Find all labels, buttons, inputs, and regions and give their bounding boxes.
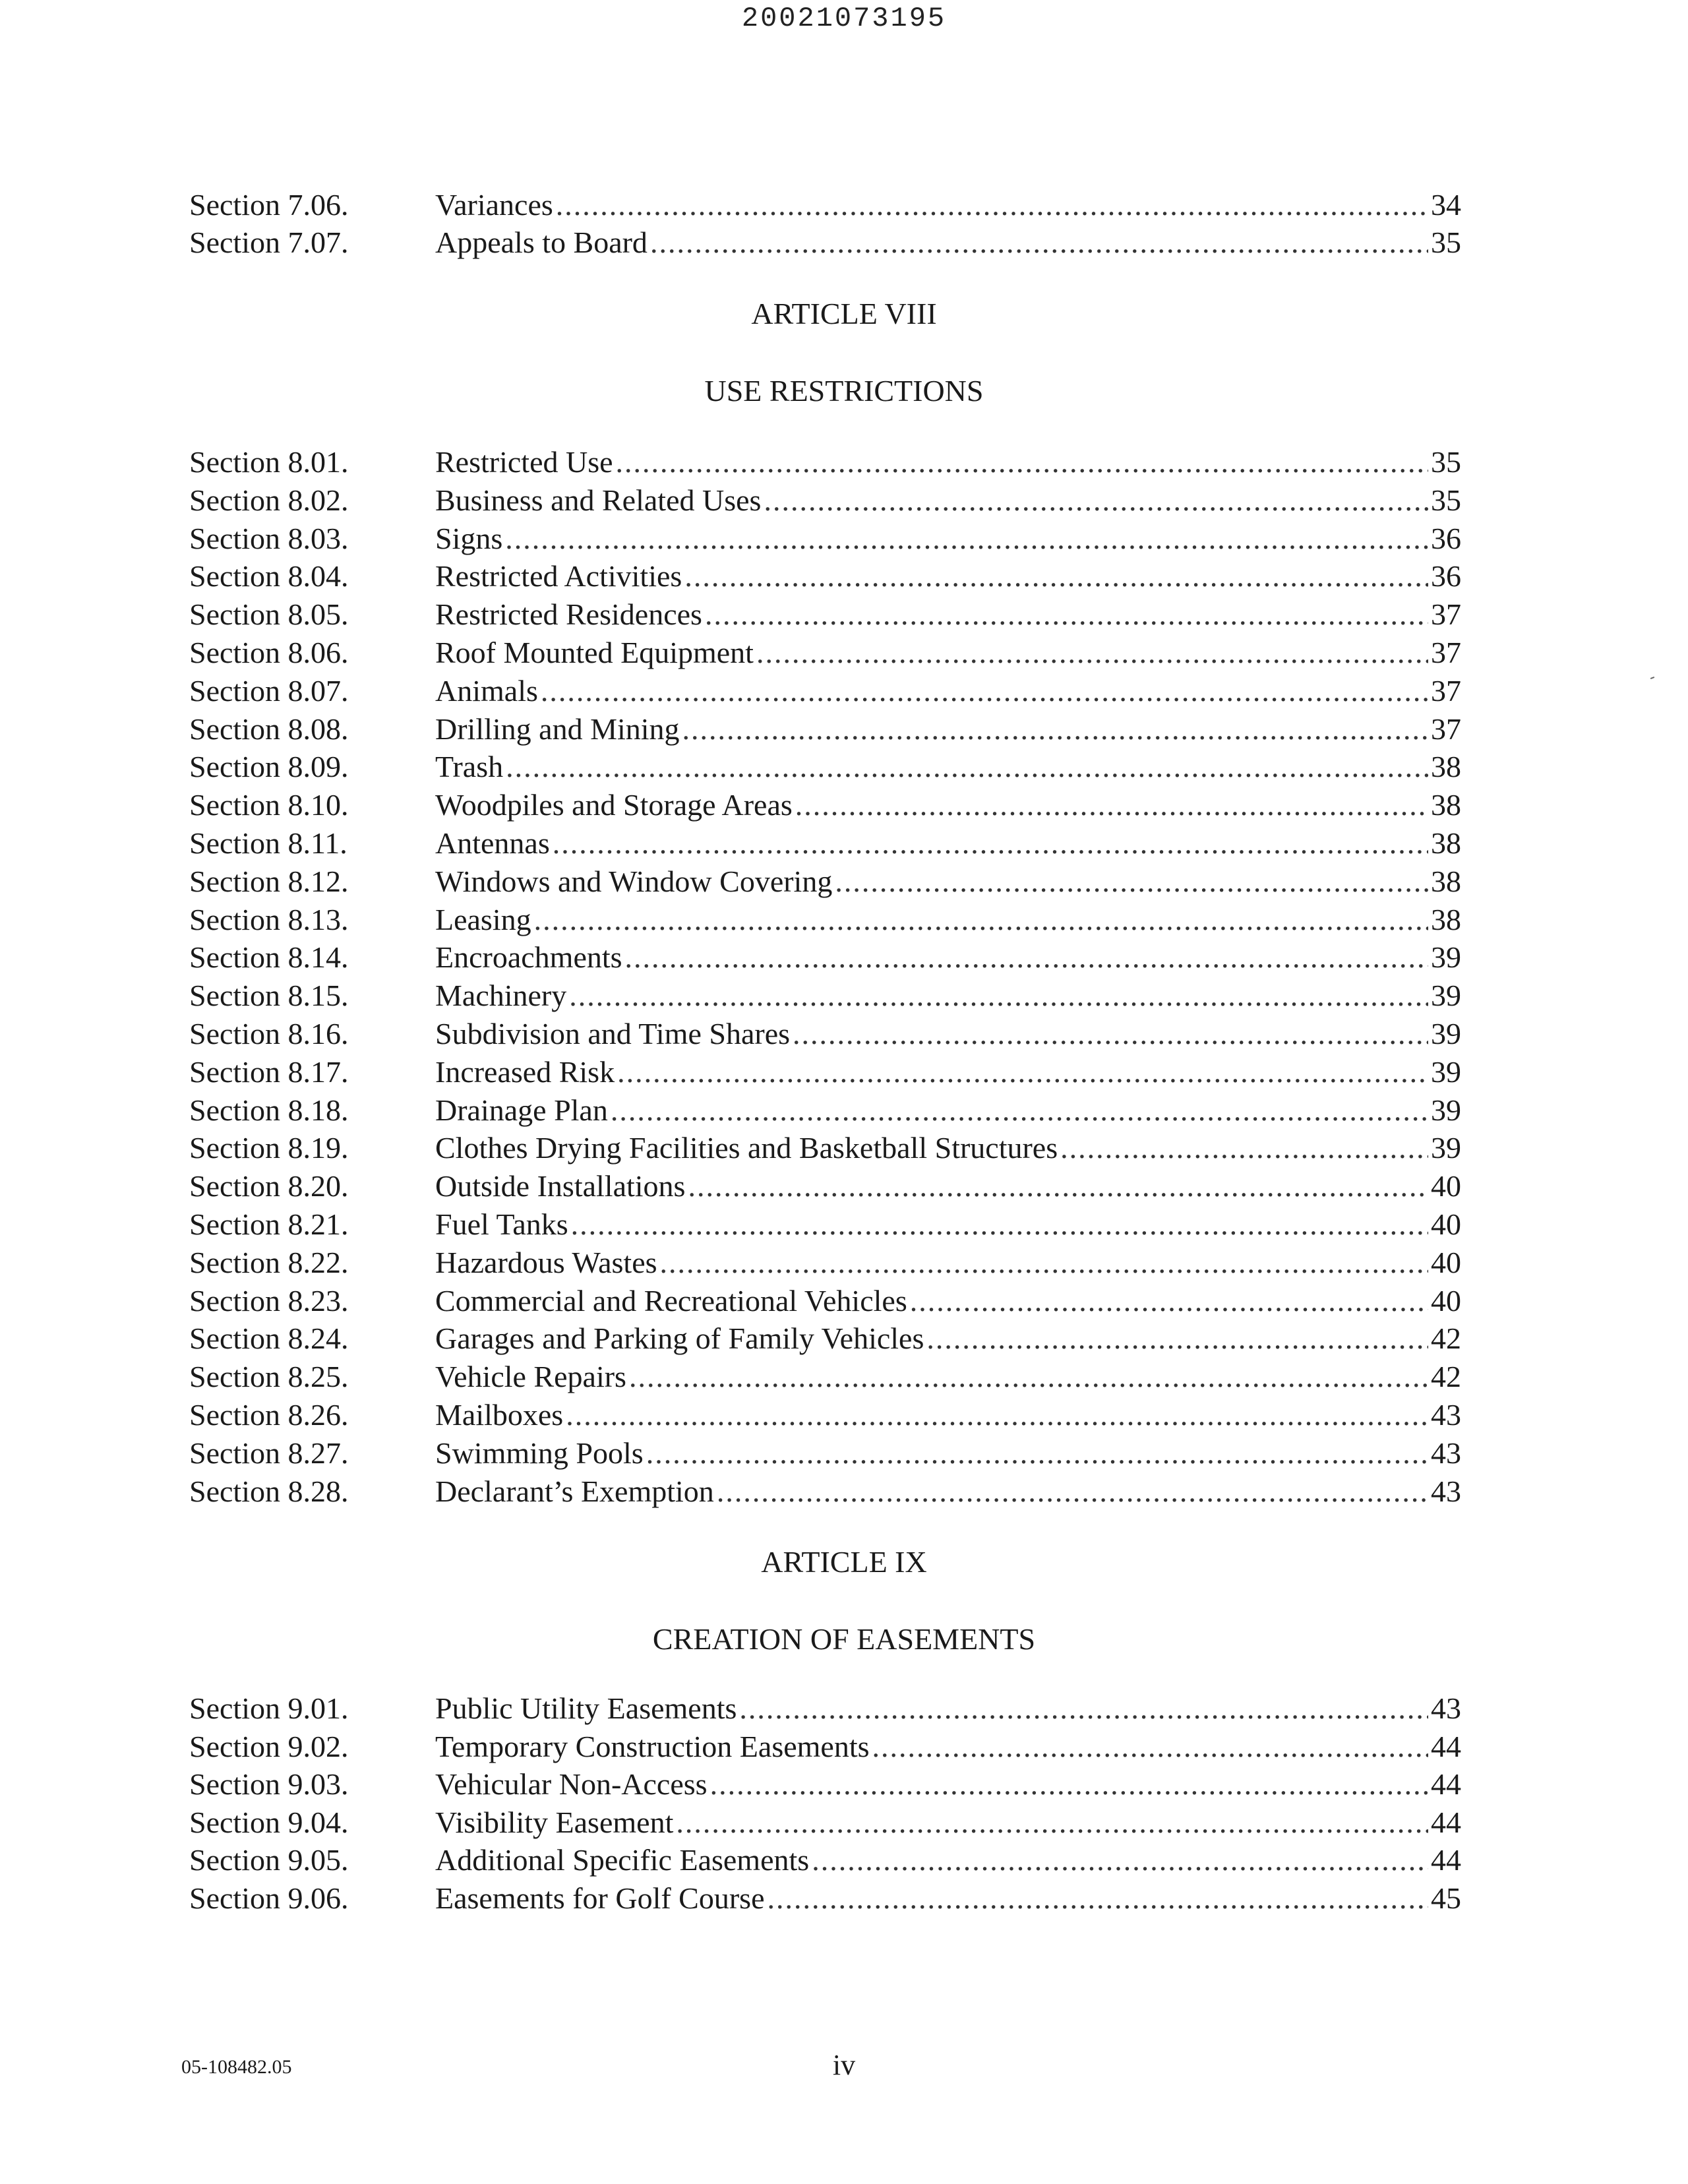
toc-entry bbox=[435, 901, 1461, 939]
toc-leader-dots bbox=[566, 1396, 1428, 1434]
toc-row bbox=[0, 1472, 1688, 1511]
toc-entry bbox=[435, 1244, 1461, 1282]
toc-row bbox=[0, 595, 1688, 634]
toc-section-number: Section 8.28. bbox=[189, 1474, 349, 1508]
toc-title: Appeals to Board bbox=[435, 226, 648, 259]
toc-section-number: Section 8.24. bbox=[189, 1321, 349, 1356]
toc-entry bbox=[435, 595, 1461, 634]
toc-section-number: Section 8.01. bbox=[189, 445, 349, 479]
toc-leader-dots bbox=[739, 1689, 1428, 1728]
toc-section-number: Section 8.20. bbox=[189, 1169, 349, 1203]
toc-row bbox=[0, 1804, 1688, 1842]
toc-title: Encroachments bbox=[435, 940, 622, 975]
toc-leader-dots bbox=[617, 1053, 1428, 1091]
toc-entry bbox=[435, 1015, 1461, 1053]
toc-section-number: Section 8.21. bbox=[189, 1207, 349, 1241]
toc-row bbox=[0, 1282, 1688, 1320]
toc-page-number: 43 bbox=[1431, 1691, 1461, 1725]
toc-leader-dots bbox=[625, 938, 1428, 977]
toc-entry bbox=[435, 1129, 1461, 1167]
toc-title: Drilling and Mining bbox=[435, 712, 680, 746]
toc-row bbox=[0, 748, 1688, 786]
toc-section-number: Section 8.27. bbox=[189, 1436, 349, 1470]
toc-section-number: Section 9.04. bbox=[189, 1805, 349, 1839]
toc-page-number: 35 bbox=[1431, 483, 1461, 517]
toc-section-number: Section 9.03. bbox=[189, 1767, 349, 1802]
document-number: 20021073195 bbox=[741, 3, 947, 34]
toc-entry bbox=[435, 1841, 1461, 1879]
toc-row bbox=[0, 1434, 1688, 1472]
toc-title: Additional Specific Easements bbox=[435, 1843, 810, 1877]
toc-title: Commercial and Recreational Vehicles bbox=[435, 1283, 907, 1318]
toc-row bbox=[0, 672, 1688, 710]
toc-page-number: 42 bbox=[1431, 1360, 1461, 1394]
toc-entry bbox=[435, 1358, 1461, 1396]
toc-leader-dots bbox=[795, 786, 1428, 824]
toc-section-number: Section 8.17. bbox=[189, 1054, 349, 1089]
toc-row bbox=[0, 824, 1688, 863]
toc-row bbox=[0, 863, 1688, 901]
toc-leader-dots bbox=[1060, 1129, 1428, 1167]
toc-row bbox=[0, 443, 1688, 481]
toc-entry bbox=[435, 977, 1461, 1015]
toc-page-number: 38 bbox=[1431, 826, 1461, 860]
toc-entry bbox=[435, 1320, 1461, 1358]
toc-entry bbox=[435, 1205, 1461, 1244]
toc-section-number: Section 8.14. bbox=[189, 940, 349, 975]
toc-section-number: Section 8.11. bbox=[189, 826, 347, 860]
toc-section-number: Section 8.02. bbox=[189, 483, 349, 517]
toc-row bbox=[0, 481, 1688, 520]
toc-title: Garages and Parking of Family Vehicles bbox=[435, 1321, 924, 1356]
toc-page-number: 40 bbox=[1431, 1169, 1461, 1203]
toc-section-number: Section 8.06. bbox=[189, 636, 349, 669]
article-9-title: CREATION OF EASEMENTS bbox=[652, 1622, 1036, 1656]
toc-leader-dots bbox=[812, 1841, 1428, 1879]
toc-section-number: Section 8.10. bbox=[189, 788, 349, 822]
toc-page-number: 39 bbox=[1431, 1131, 1461, 1165]
toc-leader-dots bbox=[705, 595, 1428, 634]
toc-page-number: 37 bbox=[1431, 712, 1461, 746]
toc-row bbox=[0, 1053, 1688, 1091]
toc-entry bbox=[435, 786, 1461, 824]
toc-title: Vehicular Non-Access bbox=[435, 1767, 708, 1802]
toc-entry bbox=[435, 1167, 1461, 1205]
toc-page-number: 42 bbox=[1431, 1321, 1461, 1356]
toc-entry bbox=[435, 520, 1461, 558]
toc-row bbox=[0, 1167, 1688, 1205]
toc-entry bbox=[435, 1765, 1461, 1804]
toc-leader-dots bbox=[756, 634, 1428, 672]
toc-leader-dots bbox=[926, 1320, 1428, 1358]
toc-title: Leasing bbox=[435, 902, 531, 936]
toc-page-number: 45 bbox=[1431, 1881, 1461, 1915]
toc-leader-dots bbox=[910, 1282, 1428, 1320]
toc-leader-dots bbox=[660, 1244, 1428, 1282]
toc-page-number: 39 bbox=[1431, 1017, 1461, 1050]
toc-page-number: 36 bbox=[1431, 559, 1461, 593]
toc-row bbox=[0, 634, 1688, 672]
toc-row bbox=[0, 710, 1688, 748]
toc-page-number: 39 bbox=[1431, 1054, 1461, 1089]
toc-title: Woodpiles and Storage Areas bbox=[435, 788, 793, 822]
toc-page-number: 40 bbox=[1431, 1245, 1461, 1279]
article-8-label: ARTICLE VIII bbox=[751, 297, 937, 330]
toc-section-number: Section 8.05. bbox=[189, 597, 349, 632]
toc-section-number: Section 9.02. bbox=[189, 1729, 349, 1763]
toc-page-number: 44 bbox=[1431, 1767, 1461, 1802]
toc-page-number: 37 bbox=[1431, 636, 1461, 669]
toc-leader-dots bbox=[684, 557, 1428, 595]
toc-leader-dots bbox=[569, 977, 1428, 1015]
toc-entry bbox=[435, 1728, 1461, 1766]
toc-leader-dots bbox=[571, 1205, 1428, 1244]
toc-entry bbox=[435, 224, 1461, 262]
toc-leader-dots bbox=[768, 1879, 1429, 1918]
toc-leader-dots bbox=[556, 186, 1428, 224]
toc-section-number: Section 9.05. bbox=[189, 1843, 349, 1877]
toc-section-number: Section 8.16. bbox=[189, 1017, 349, 1050]
toc-page-number: 40 bbox=[1431, 1207, 1461, 1241]
toc-section-number: Section 8.19. bbox=[189, 1131, 349, 1165]
toc-page-number: 39 bbox=[1431, 1093, 1461, 1127]
toc-row bbox=[0, 901, 1688, 939]
toc-title: Windows and Window Covering bbox=[435, 864, 833, 898]
toc-leader-dots bbox=[835, 863, 1428, 901]
toc-title: Fuel Tanks bbox=[435, 1207, 568, 1241]
toc-leader-dots bbox=[793, 1015, 1428, 1053]
toc-entry bbox=[435, 863, 1461, 901]
toc-title: Antennas bbox=[435, 826, 550, 860]
toc-title: Restricted Residences bbox=[435, 597, 702, 632]
toc-title: Outside Installations bbox=[435, 1169, 686, 1203]
toc-leader-dots bbox=[534, 901, 1428, 939]
toc-entry bbox=[435, 710, 1461, 748]
toc-title: Public Utility Easements bbox=[435, 1691, 737, 1725]
toc-row bbox=[0, 1205, 1688, 1244]
toc-row bbox=[0, 1129, 1688, 1167]
toc-entry bbox=[435, 634, 1461, 672]
toc-page-number: 34 bbox=[1431, 188, 1461, 222]
toc-title: Easements for Golf Course bbox=[435, 1881, 765, 1915]
toc-entry bbox=[435, 1091, 1461, 1130]
toc-title: Swimming Pools bbox=[435, 1436, 644, 1470]
toc-section-number: Section 8.25. bbox=[189, 1360, 349, 1394]
article-9-label: ARTICLE IX bbox=[761, 1545, 927, 1579]
toc-row bbox=[0, 1728, 1688, 1766]
toc-leader-dots bbox=[682, 710, 1428, 748]
toc-row bbox=[0, 977, 1688, 1015]
toc-row bbox=[0, 520, 1688, 558]
toc-title: Subdivision and Time Shares bbox=[435, 1017, 791, 1050]
toc-section-number: Section 8.22. bbox=[189, 1245, 349, 1279]
toc-title: Temporary Construction Easements bbox=[435, 1729, 870, 1763]
toc-entry bbox=[435, 1472, 1461, 1511]
toc-title: Increased Risk bbox=[435, 1054, 615, 1089]
toc-page-number: 43 bbox=[1431, 1436, 1461, 1470]
toc-entry bbox=[435, 938, 1461, 977]
toc-entry bbox=[435, 1282, 1461, 1320]
toc-leader-dots bbox=[553, 824, 1428, 863]
toc-entry bbox=[435, 748, 1461, 786]
toc-entry bbox=[435, 1804, 1461, 1842]
toc-page-number: 43 bbox=[1431, 1398, 1461, 1432]
toc-title: Animals bbox=[435, 673, 538, 708]
toc-entry bbox=[435, 824, 1461, 863]
toc-title: Business and Related Uses bbox=[435, 483, 762, 517]
toc-section-number: Section 7.07. bbox=[189, 226, 349, 259]
toc-section-number: Section 8.23. bbox=[189, 1283, 349, 1318]
article-8-title: USE RESTRICTIONS bbox=[704, 374, 984, 408]
toc-entry bbox=[435, 1396, 1461, 1434]
toc-row bbox=[0, 1320, 1688, 1358]
toc-section-number: Section 8.18. bbox=[189, 1093, 349, 1127]
toc-page-number: 44 bbox=[1431, 1843, 1461, 1877]
toc-row bbox=[0, 186, 1688, 224]
toc-title: Vehicle Repairs bbox=[435, 1360, 626, 1394]
toc-title: Machinery bbox=[435, 979, 567, 1013]
toc-leader-dots bbox=[541, 672, 1428, 710]
toc-entry bbox=[435, 1689, 1461, 1728]
toc-page-number: 39 bbox=[1431, 979, 1461, 1013]
toc-leader-dots bbox=[872, 1728, 1428, 1766]
toc-page-number: 37 bbox=[1431, 673, 1461, 708]
toc-entry bbox=[435, 1434, 1461, 1472]
toc-leader-dots bbox=[717, 1472, 1428, 1511]
toc-section-number: Section 8.13. bbox=[189, 902, 349, 936]
toc-section-number: Section 7.06. bbox=[189, 188, 349, 222]
toc-leader-dots bbox=[611, 1091, 1428, 1130]
toc-page-number: 38 bbox=[1431, 864, 1461, 898]
toc-section-number: Section 8.03. bbox=[189, 521, 349, 555]
toc-title: Signs bbox=[435, 521, 503, 555]
toc-section-number: Section 9.01. bbox=[189, 1691, 349, 1725]
toc-title: Clothes Drying Facilities and Basketball Structures bbox=[435, 1131, 1058, 1165]
toc-entry bbox=[435, 443, 1461, 481]
toc-leader-dots bbox=[646, 1434, 1428, 1472]
toc-entry bbox=[435, 557, 1461, 595]
toc-section-number: Section 8.12. bbox=[189, 864, 349, 898]
toc-leader-dots bbox=[616, 443, 1428, 481]
toc-leader-dots bbox=[710, 1765, 1428, 1804]
toc-leader-dots bbox=[764, 481, 1428, 520]
toc-title: Restricted Activities bbox=[435, 559, 682, 593]
toc-title: Variances bbox=[435, 188, 553, 222]
toc-section-number: Section 8.09. bbox=[189, 750, 349, 784]
toc-row bbox=[0, 224, 1688, 262]
toc-section-number: Section 8.07. bbox=[189, 673, 349, 708]
toc-title: Trash bbox=[435, 750, 504, 784]
toc-section-number: Section 8.08. bbox=[189, 712, 349, 746]
toc-row bbox=[0, 1358, 1688, 1396]
toc-section-number: Section 9.06. bbox=[189, 1881, 349, 1915]
footer-document-code: 05-108482.05 bbox=[181, 2056, 292, 2078]
toc-title: Hazardous Wastes bbox=[435, 1245, 657, 1279]
toc-page-number: 39 bbox=[1431, 940, 1461, 975]
toc-section-number: Section 8.15. bbox=[189, 979, 349, 1013]
toc-title: Visibility Easement bbox=[435, 1805, 674, 1839]
toc-row bbox=[0, 1091, 1688, 1130]
toc-page-number: 38 bbox=[1431, 750, 1461, 784]
toc-title: Declarant’s Exemption bbox=[435, 1474, 714, 1508]
toc-title: Mailboxes bbox=[435, 1398, 564, 1432]
toc-page-number: 44 bbox=[1431, 1805, 1461, 1839]
toc-leader-dots bbox=[650, 224, 1428, 262]
toc-leader-dots bbox=[506, 748, 1428, 786]
toc-row bbox=[0, 1396, 1688, 1434]
toc-leader-dots bbox=[688, 1167, 1428, 1205]
toc-title: Drainage Plan bbox=[435, 1093, 608, 1127]
toc-row bbox=[0, 1879, 1688, 1918]
toc-page-number: 44 bbox=[1431, 1729, 1461, 1763]
toc-page-number: 40 bbox=[1431, 1283, 1461, 1318]
toc-page-number: 35 bbox=[1431, 445, 1461, 479]
toc-row bbox=[0, 786, 1688, 824]
toc-entry bbox=[435, 186, 1461, 224]
toc-page-number: 38 bbox=[1431, 788, 1461, 822]
toc-page-number: 37 bbox=[1431, 597, 1461, 632]
toc-page-number: 43 bbox=[1431, 1474, 1461, 1508]
toc-section-number: Section 8.26. bbox=[189, 1398, 349, 1432]
toc-row bbox=[0, 1689, 1688, 1728]
footer-page-number: iv bbox=[832, 2049, 856, 2081]
toc-row bbox=[0, 1841, 1688, 1879]
toc-row bbox=[0, 938, 1688, 977]
toc-leader-dots bbox=[676, 1804, 1428, 1842]
toc-leader-dots bbox=[505, 520, 1428, 558]
toc-page-number: 38 bbox=[1431, 902, 1461, 936]
toc-entry bbox=[435, 481, 1461, 520]
toc-section-number: Section 8.04. bbox=[189, 559, 349, 593]
toc-row bbox=[0, 1015, 1688, 1053]
toc-leader-dots bbox=[629, 1358, 1428, 1396]
toc-entry bbox=[435, 1879, 1461, 1918]
toc-entry bbox=[435, 1053, 1461, 1091]
toc-page-number: 35 bbox=[1431, 226, 1461, 259]
toc-page-number: 36 bbox=[1431, 521, 1461, 555]
toc-title: Roof Mounted Equipment bbox=[435, 636, 754, 669]
toc-title: Restricted Use bbox=[435, 445, 613, 479]
toc-row bbox=[0, 557, 1688, 595]
toc-row bbox=[0, 1244, 1688, 1282]
toc-entry bbox=[435, 672, 1461, 710]
toc-row bbox=[0, 1765, 1688, 1804]
